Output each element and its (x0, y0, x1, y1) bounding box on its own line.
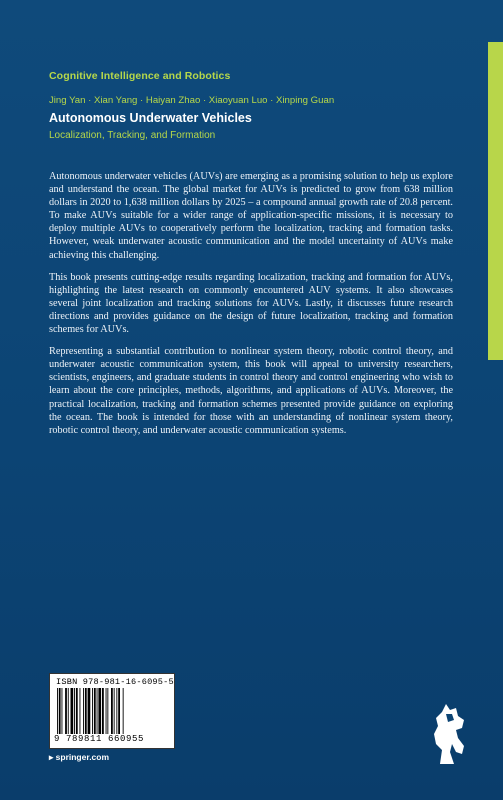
series-title: Cognitive Intelligence and Robotics (49, 70, 231, 82)
barcode-digits: 9 789811 660955 (54, 734, 145, 744)
barcode-box (49, 673, 175, 749)
description-paragraph-1: Autonomous underwater vehicles (AUVs) are emerging as a promising solution to help us explore and understand the ocean. The global market for AUVs is predicted to grow from 638 million dollars in 2020 to 1,638 million dollars by 2025 – a compound annual growth rate of 20.8 percent. To make AUVs suitable for a wider range of application-specific missions, it is necessary to deploy multiple AUVs to cooperatively perform the localization, tracking and formation tasks. However, weak underwater acoustic communication and the model uncertainty of AUVs make achieving this challenging. (49, 171, 453, 261)
isbn-label: ISBN 978-981-16-6095-5 (56, 677, 174, 687)
description-paragraph-2: This book presents cutting-edge results regarding localization, tracking and formation for AUVs, highlighting the latest research on commonly encountered AUV systems. It also showcases several joint localization and tracking solutions for AUVs. Lastly, it discusses future research directions and provides guidance on the design of future localization, tracking and formation schemes for AUVs. (49, 271, 453, 336)
publisher-url[interactable]: springer.com (55, 752, 110, 762)
barcode-icon (56, 688, 168, 734)
book-description (49, 170, 453, 446)
springer-arrow-icon: ▸ (49, 752, 54, 762)
book-title: Autonomous Underwater Vehicles (49, 111, 252, 125)
book-subtitle: Localization, Tracking, and Formation (49, 130, 216, 141)
description-paragraph-3: Representing a substantial contribution to nonlinear system theory, robotic control theory, and underwater acoustic communication system, this book will appeal to university researchers, scientists, engineers, and graduate students in control theory and control engineering who wish to learn about the core principles, methods, algorithms, and applications of AUVs. Moreover, the practical localization, tracking and formation schemes presented provide guidance on exploring the ocean. The book is intended for those with an understanding of nonlinear system theory, robotic control theory, and underwater acoustic communication systems. (49, 346, 453, 436)
accent-bar (488, 42, 503, 360)
springer-horse-logo-icon (422, 700, 474, 766)
authors: Jing Yan · Xian Yang · Haiyan Zhao · Xiaoyuan Luo · Xinping Guan (49, 95, 335, 106)
